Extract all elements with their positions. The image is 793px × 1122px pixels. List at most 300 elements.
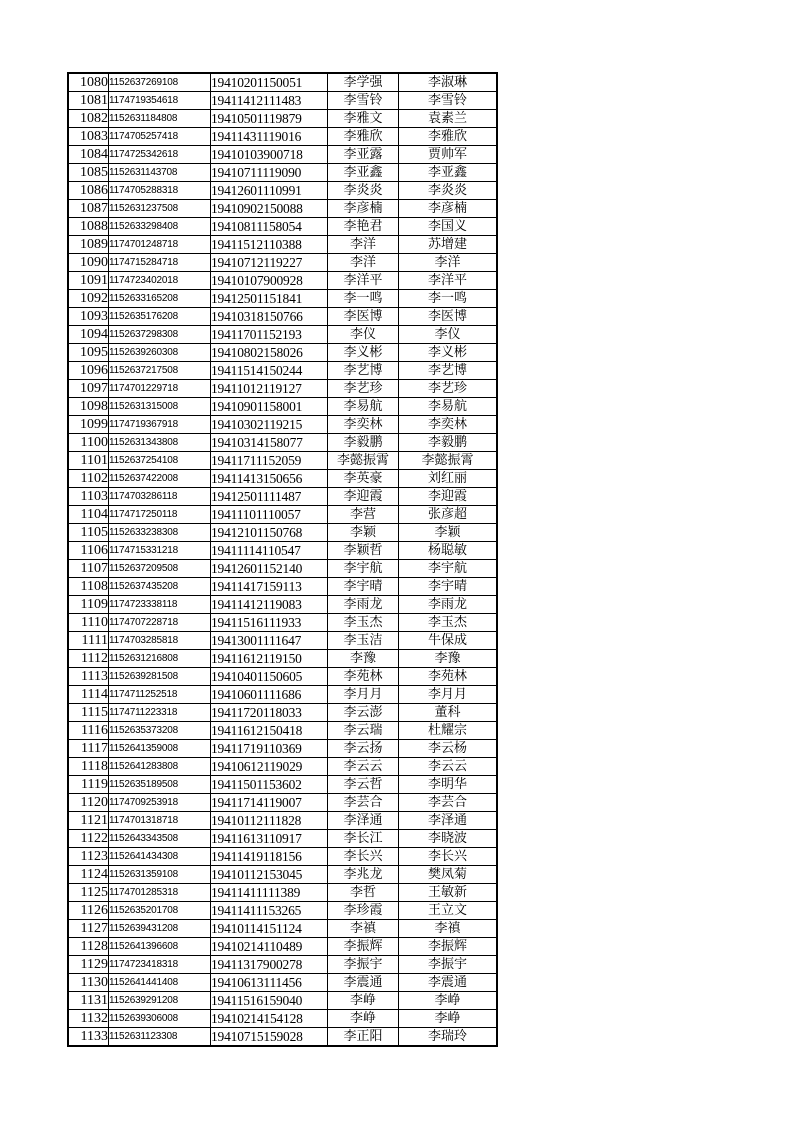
id-number-cell: 1152639306008 [109, 1010, 211, 1028]
row-index-cell: 1123 [68, 848, 109, 866]
name-cell: 李艳君 [328, 218, 399, 236]
id-number-cell: 1174711252518 [109, 686, 211, 704]
exam-number-cell: 19411411153265 [211, 902, 328, 920]
name-check-cell: 李月月 [399, 686, 498, 704]
id-number-cell: 1152631216808 [109, 650, 211, 668]
table-row [68, 632, 497, 650]
id-number-cell: 1152637422008 [109, 470, 211, 488]
row-index-cell: 1129 [68, 956, 109, 974]
name-cell: 李哲 [328, 884, 399, 902]
name-cell: 李英豪 [328, 470, 399, 488]
id-number-cell: 1174701229718 [109, 380, 211, 398]
id-number-cell: 1152633238308 [109, 524, 211, 542]
table-row [68, 182, 497, 200]
name-cell: 李云扬 [328, 740, 399, 758]
name-check-cell: 李懿振霄 [399, 452, 498, 470]
exam-number-cell: 19412101150768 [211, 524, 328, 542]
exam-number-cell: 19412601152140 [211, 560, 328, 578]
id-number-cell: 1174705257418 [109, 128, 211, 146]
name-cell: 李豫 [328, 650, 399, 668]
name-check-cell: 李迎霞 [399, 488, 498, 506]
id-number-cell: 1174723402018 [109, 272, 211, 290]
name-cell: 李懿振霄 [328, 452, 399, 470]
id-number-cell: 1152641283808 [109, 758, 211, 776]
name-check-cell: 刘红丽 [399, 470, 498, 488]
table-row [68, 686, 497, 704]
name-check-cell: 李晓波 [399, 830, 498, 848]
id-number-cell: 1174709253918 [109, 794, 211, 812]
name-check-cell: 李芸合 [399, 794, 498, 812]
table-row [68, 362, 497, 380]
exam-number-cell: 19411612119150 [211, 650, 328, 668]
table-row [68, 1010, 497, 1028]
name-cell: 李宇航 [328, 560, 399, 578]
table-row [68, 470, 497, 488]
table-row [68, 884, 497, 902]
table-row [68, 434, 497, 452]
id-number-cell: 1152635189508 [109, 776, 211, 794]
exam-number-cell: 19410112111828 [211, 812, 328, 830]
row-index-cell: 1085 [68, 164, 109, 182]
table-row [68, 488, 497, 506]
name-check-cell: 王敏新 [399, 884, 498, 902]
table-row [68, 740, 497, 758]
exam-number-cell: 19411419118156 [211, 848, 328, 866]
row-index-cell: 1120 [68, 794, 109, 812]
table-row [68, 506, 497, 524]
exam-number-cell: 19411612150418 [211, 722, 328, 740]
exam-number-cell: 19411412111483 [211, 92, 328, 110]
row-index-cell: 1111 [68, 632, 109, 650]
id-number-cell: 1152631359108 [109, 866, 211, 884]
exam-number-cell: 19411701152193 [211, 326, 328, 344]
name-cell: 李玉杰 [328, 614, 399, 632]
id-number-cell: 1174701285318 [109, 884, 211, 902]
name-check-cell: 牛保成 [399, 632, 498, 650]
name-check-cell: 樊凤菊 [399, 866, 498, 884]
row-index-cell: 1119 [68, 776, 109, 794]
name-cell: 李迎霞 [328, 488, 399, 506]
table-row [68, 956, 497, 974]
name-check-cell: 苏增建 [399, 236, 498, 254]
name-check-cell: 李义彬 [399, 344, 498, 362]
row-index-cell: 1084 [68, 146, 109, 164]
exam-number-cell: 19411317900278 [211, 956, 328, 974]
name-cell: 李仪 [328, 326, 399, 344]
exam-number-cell: 19411417159113 [211, 578, 328, 596]
exam-number-cell: 19411501153602 [211, 776, 328, 794]
name-cell: 李云瑞 [328, 722, 399, 740]
name-cell: 李营 [328, 506, 399, 524]
name-check-cell: 李雅欣 [399, 128, 498, 146]
exam-number-cell: 19411012119127 [211, 380, 328, 398]
row-index-cell: 1130 [68, 974, 109, 992]
table-row [68, 290, 497, 308]
id-number-cell: 1152637435208 [109, 578, 211, 596]
name-cell: 李洋 [328, 236, 399, 254]
exam-number-cell: 19410103900718 [211, 146, 328, 164]
id-number-cell: 1152635176208 [109, 308, 211, 326]
row-index-cell: 1088 [68, 218, 109, 236]
exam-number-cell: 19410712119227 [211, 254, 328, 272]
table-row [68, 398, 497, 416]
name-check-cell: 李仪 [399, 326, 498, 344]
name-check-cell: 王立文 [399, 902, 498, 920]
id-number-cell: 1174707228718 [109, 614, 211, 632]
id-number-cell: 1152633298408 [109, 218, 211, 236]
row-index-cell: 1099 [68, 416, 109, 434]
name-check-cell: 李禛 [399, 920, 498, 938]
name-check-cell: 李明华 [399, 776, 498, 794]
id-number-cell: 1152641434308 [109, 848, 211, 866]
table-row [68, 866, 497, 884]
id-number-cell: 1152635201708 [109, 902, 211, 920]
name-check-cell: 杨聪敏 [399, 542, 498, 560]
name-cell: 李洋 [328, 254, 399, 272]
row-index-cell: 1122 [68, 830, 109, 848]
name-check-cell: 李亚鑫 [399, 164, 498, 182]
table-row [68, 146, 497, 164]
exam-number-cell: 19412601110991 [211, 182, 328, 200]
row-index-cell: 1104 [68, 506, 109, 524]
row-index-cell: 1113 [68, 668, 109, 686]
table-row [68, 668, 497, 686]
name-cell: 李月月 [328, 686, 399, 704]
row-index-cell: 1124 [68, 866, 109, 884]
id-number-cell: 1152641441408 [109, 974, 211, 992]
row-index-cell: 1128 [68, 938, 109, 956]
row-index-cell: 1105 [68, 524, 109, 542]
row-index-cell: 1090 [68, 254, 109, 272]
id-number-cell: 1152639260308 [109, 344, 211, 362]
row-index-cell: 1080 [68, 73, 109, 92]
name-cell: 李雅欣 [328, 128, 399, 146]
name-check-cell: 李国义 [399, 218, 498, 236]
table-row [68, 704, 497, 722]
exam-number-cell: 19411413150656 [211, 470, 328, 488]
name-check-cell: 李一鸣 [399, 290, 498, 308]
id-number-cell: 1174719354618 [109, 92, 211, 110]
row-index-cell: 1081 [68, 92, 109, 110]
exam-number-cell: 19411431119016 [211, 128, 328, 146]
name-check-cell: 李豫 [399, 650, 498, 668]
table-row [68, 812, 497, 830]
row-index-cell: 1132 [68, 1010, 109, 1028]
name-check-cell: 李玉杰 [399, 614, 498, 632]
id-number-cell: 1174701318718 [109, 812, 211, 830]
exam-number-cell: 19411711152059 [211, 452, 328, 470]
row-index-cell: 1096 [68, 362, 109, 380]
table-row [68, 326, 497, 344]
id-number-cell: 1174719367918 [109, 416, 211, 434]
id-number-cell: 1174723418318 [109, 956, 211, 974]
name-cell: 李泽通 [328, 812, 399, 830]
row-index-cell: 1126 [68, 902, 109, 920]
table-row [68, 722, 497, 740]
table-row [68, 650, 497, 668]
id-number-cell: 1174711223318 [109, 704, 211, 722]
id-number-cell: 1174703286118 [109, 488, 211, 506]
exam-number-cell: 19411512110388 [211, 236, 328, 254]
id-number-cell: 1152637209508 [109, 560, 211, 578]
row-index-cell: 1112 [68, 650, 109, 668]
name-cell: 李震通 [328, 974, 399, 992]
row-index-cell: 1125 [68, 884, 109, 902]
exam-number-cell: 19410902150088 [211, 200, 328, 218]
id-number-cell: 1152637298308 [109, 326, 211, 344]
name-cell: 李长兴 [328, 848, 399, 866]
id-number-cell: 1152641359008 [109, 740, 211, 758]
row-index-cell: 1116 [68, 722, 109, 740]
row-index-cell: 1106 [68, 542, 109, 560]
id-number-cell: 1152637254108 [109, 452, 211, 470]
id-number-cell: 1152637217508 [109, 362, 211, 380]
row-index-cell: 1095 [68, 344, 109, 362]
exam-number-cell: 19410114151124 [211, 920, 328, 938]
name-cell: 李峥 [328, 992, 399, 1010]
row-index-cell: 1115 [68, 704, 109, 722]
name-check-cell: 董科 [399, 704, 498, 722]
exam-number-cell: 19413001111647 [211, 632, 328, 650]
row-index-cell: 1098 [68, 398, 109, 416]
name-check-cell: 李雨龙 [399, 596, 498, 614]
id-number-cell: 1152637269108 [109, 73, 211, 92]
name-cell: 李奕林 [328, 416, 399, 434]
exam-number-cell: 19410302119215 [211, 416, 328, 434]
row-index-cell: 1083 [68, 128, 109, 146]
row-index-cell: 1086 [68, 182, 109, 200]
exam-number-cell: 19410201150051 [211, 73, 328, 92]
row-index-cell: 1092 [68, 290, 109, 308]
name-cell: 李雨龙 [328, 596, 399, 614]
name-cell: 李学强 [328, 73, 399, 92]
table-row [68, 578, 497, 596]
exam-number-cell: 19411720118033 [211, 704, 328, 722]
name-cell: 李苑林 [328, 668, 399, 686]
exam-number-cell: 19410214110489 [211, 938, 328, 956]
name-check-cell: 李颖 [399, 524, 498, 542]
id-number-cell: 1174705288318 [109, 182, 211, 200]
exam-number-cell: 19410601111686 [211, 686, 328, 704]
name-cell: 李雪铃 [328, 92, 399, 110]
name-cell: 李易航 [328, 398, 399, 416]
name-cell: 李云澎 [328, 704, 399, 722]
name-cell: 李彦楠 [328, 200, 399, 218]
exam-number-cell: 19410715159028 [211, 1028, 328, 1047]
name-check-cell: 李彦楠 [399, 200, 498, 218]
table-row [68, 272, 497, 290]
data-table [67, 72, 498, 1047]
row-index-cell: 1109 [68, 596, 109, 614]
exam-number-cell: 19411101110057 [211, 506, 328, 524]
name-check-cell: 李淑琳 [399, 73, 498, 92]
name-check-cell: 李洋平 [399, 272, 498, 290]
exam-number-cell: 19410501119879 [211, 110, 328, 128]
name-check-cell: 李炎炎 [399, 182, 498, 200]
name-cell: 李宇晴 [328, 578, 399, 596]
exam-number-cell: 19411613110917 [211, 830, 328, 848]
exam-number-cell: 19411514150244 [211, 362, 328, 380]
name-cell: 李兆龙 [328, 866, 399, 884]
id-number-cell: 1174715284718 [109, 254, 211, 272]
table-row [68, 416, 497, 434]
table-row [68, 560, 497, 578]
name-check-cell: 李峥 [399, 1010, 498, 1028]
exam-number-cell: 19412501151841 [211, 290, 328, 308]
name-cell: 李禛 [328, 920, 399, 938]
name-check-cell: 李洋 [399, 254, 498, 272]
id-number-cell: 1174725342618 [109, 146, 211, 164]
table-row [68, 92, 497, 110]
name-check-cell: 李震通 [399, 974, 498, 992]
exam-number-cell: 19411516111933 [211, 614, 328, 632]
name-check-cell: 贾帅军 [399, 146, 498, 164]
name-check-cell: 张彦超 [399, 506, 498, 524]
exam-number-cell: 19411719110369 [211, 740, 328, 758]
table-row [68, 110, 497, 128]
name-cell: 李芸合 [328, 794, 399, 812]
id-number-cell: 1152631237508 [109, 200, 211, 218]
name-cell: 李炎炎 [328, 182, 399, 200]
exam-number-cell: 19412501111487 [211, 488, 328, 506]
table-row [68, 164, 497, 182]
table-row [68, 524, 497, 542]
exam-number-cell: 19410711119090 [211, 164, 328, 182]
exam-number-cell: 19410401150605 [211, 668, 328, 686]
exam-number-cell: 19411714119007 [211, 794, 328, 812]
table-row [68, 542, 497, 560]
id-number-cell: 1174703285818 [109, 632, 211, 650]
row-index-cell: 1121 [68, 812, 109, 830]
id-number-cell: 1152633165208 [109, 290, 211, 308]
id-number-cell: 1174701248718 [109, 236, 211, 254]
exam-number-cell: 19410318150766 [211, 308, 328, 326]
name-cell: 李颖 [328, 524, 399, 542]
row-index-cell: 1089 [68, 236, 109, 254]
row-index-cell: 1087 [68, 200, 109, 218]
name-cell: 李颖哲 [328, 542, 399, 560]
id-number-cell: 1152639281508 [109, 668, 211, 686]
name-cell: 李云云 [328, 758, 399, 776]
name-cell: 李毅鹏 [328, 434, 399, 452]
id-number-cell: 1152639291208 [109, 992, 211, 1010]
name-cell: 李义彬 [328, 344, 399, 362]
name-check-cell: 李泽通 [399, 812, 498, 830]
table-body [68, 73, 497, 1046]
exam-number-cell: 19410811158054 [211, 218, 328, 236]
name-cell: 李长江 [328, 830, 399, 848]
name-cell: 李玉洁 [328, 632, 399, 650]
table-row [68, 218, 497, 236]
name-cell: 李振辉 [328, 938, 399, 956]
exam-number-cell: 19410613111456 [211, 974, 328, 992]
id-number-cell: 1152631184808 [109, 110, 211, 128]
name-check-cell: 李瑞玲 [399, 1028, 498, 1047]
table-row [68, 380, 497, 398]
name-check-cell: 李毅鹏 [399, 434, 498, 452]
table-row [68, 200, 497, 218]
row-index-cell: 1097 [68, 380, 109, 398]
table-row [68, 902, 497, 920]
exam-number-cell: 19411114110547 [211, 542, 328, 560]
name-check-cell: 李宇航 [399, 560, 498, 578]
table-row [68, 344, 497, 362]
row-index-cell: 1133 [68, 1028, 109, 1047]
row-index-cell: 1094 [68, 326, 109, 344]
exam-number-cell: 19410612119029 [211, 758, 328, 776]
id-number-cell: 1152631315008 [109, 398, 211, 416]
row-index-cell: 1082 [68, 110, 109, 128]
name-cell: 李珍霞 [328, 902, 399, 920]
table-row [68, 236, 497, 254]
name-check-cell: 杜耀宗 [399, 722, 498, 740]
exam-number-cell: 19411412119083 [211, 596, 328, 614]
name-check-cell: 李雪铃 [399, 92, 498, 110]
name-cell: 李云哲 [328, 776, 399, 794]
row-index-cell: 1118 [68, 758, 109, 776]
name-check-cell: 李医博 [399, 308, 498, 326]
name-cell: 李亚露 [328, 146, 399, 164]
table-row [68, 1028, 497, 1047]
row-index-cell: 1100 [68, 434, 109, 452]
table-row [68, 128, 497, 146]
exam-number-cell: 19410802158026 [211, 344, 328, 362]
name-cell: 李艺博 [328, 362, 399, 380]
name-cell: 李一鸣 [328, 290, 399, 308]
table-row [68, 974, 497, 992]
table-row [68, 938, 497, 956]
id-number-cell: 1174715331218 [109, 542, 211, 560]
name-check-cell: 李峥 [399, 992, 498, 1010]
table-row [68, 848, 497, 866]
table-row [68, 794, 497, 812]
id-number-cell: 1152641396608 [109, 938, 211, 956]
name-cell: 李洋平 [328, 272, 399, 290]
table-row [68, 776, 497, 794]
name-check-cell: 李易航 [399, 398, 498, 416]
name-check-cell: 李艺珍 [399, 380, 498, 398]
row-index-cell: 1102 [68, 470, 109, 488]
id-number-cell: 1174723338118 [109, 596, 211, 614]
name-check-cell: 李振辉 [399, 938, 498, 956]
id-number-cell: 1152631343808 [109, 434, 211, 452]
id-number-cell: 1174717250118 [109, 506, 211, 524]
id-number-cell: 1152631123308 [109, 1028, 211, 1047]
exam-number-cell: 19411411111389 [211, 884, 328, 902]
name-cell: 李亚鑫 [328, 164, 399, 182]
table-row [68, 830, 497, 848]
id-number-cell: 1152635373208 [109, 722, 211, 740]
row-index-cell: 1114 [68, 686, 109, 704]
table-row [68, 596, 497, 614]
id-number-cell: 1152631143708 [109, 164, 211, 182]
exam-number-cell: 19410107900928 [211, 272, 328, 290]
row-index-cell: 1108 [68, 578, 109, 596]
name-cell: 李振宇 [328, 956, 399, 974]
table-row [68, 308, 497, 326]
name-check-cell: 李奕林 [399, 416, 498, 434]
id-number-cell: 1152643343508 [109, 830, 211, 848]
name-cell: 李雅文 [328, 110, 399, 128]
row-index-cell: 1117 [68, 740, 109, 758]
row-index-cell: 1091 [68, 272, 109, 290]
row-index-cell: 1103 [68, 488, 109, 506]
table-row [68, 992, 497, 1010]
name-check-cell: 李苑林 [399, 668, 498, 686]
name-check-cell: 李艺博 [399, 362, 498, 380]
name-check-cell: 袁素兰 [399, 110, 498, 128]
name-cell: 李艺珍 [328, 380, 399, 398]
